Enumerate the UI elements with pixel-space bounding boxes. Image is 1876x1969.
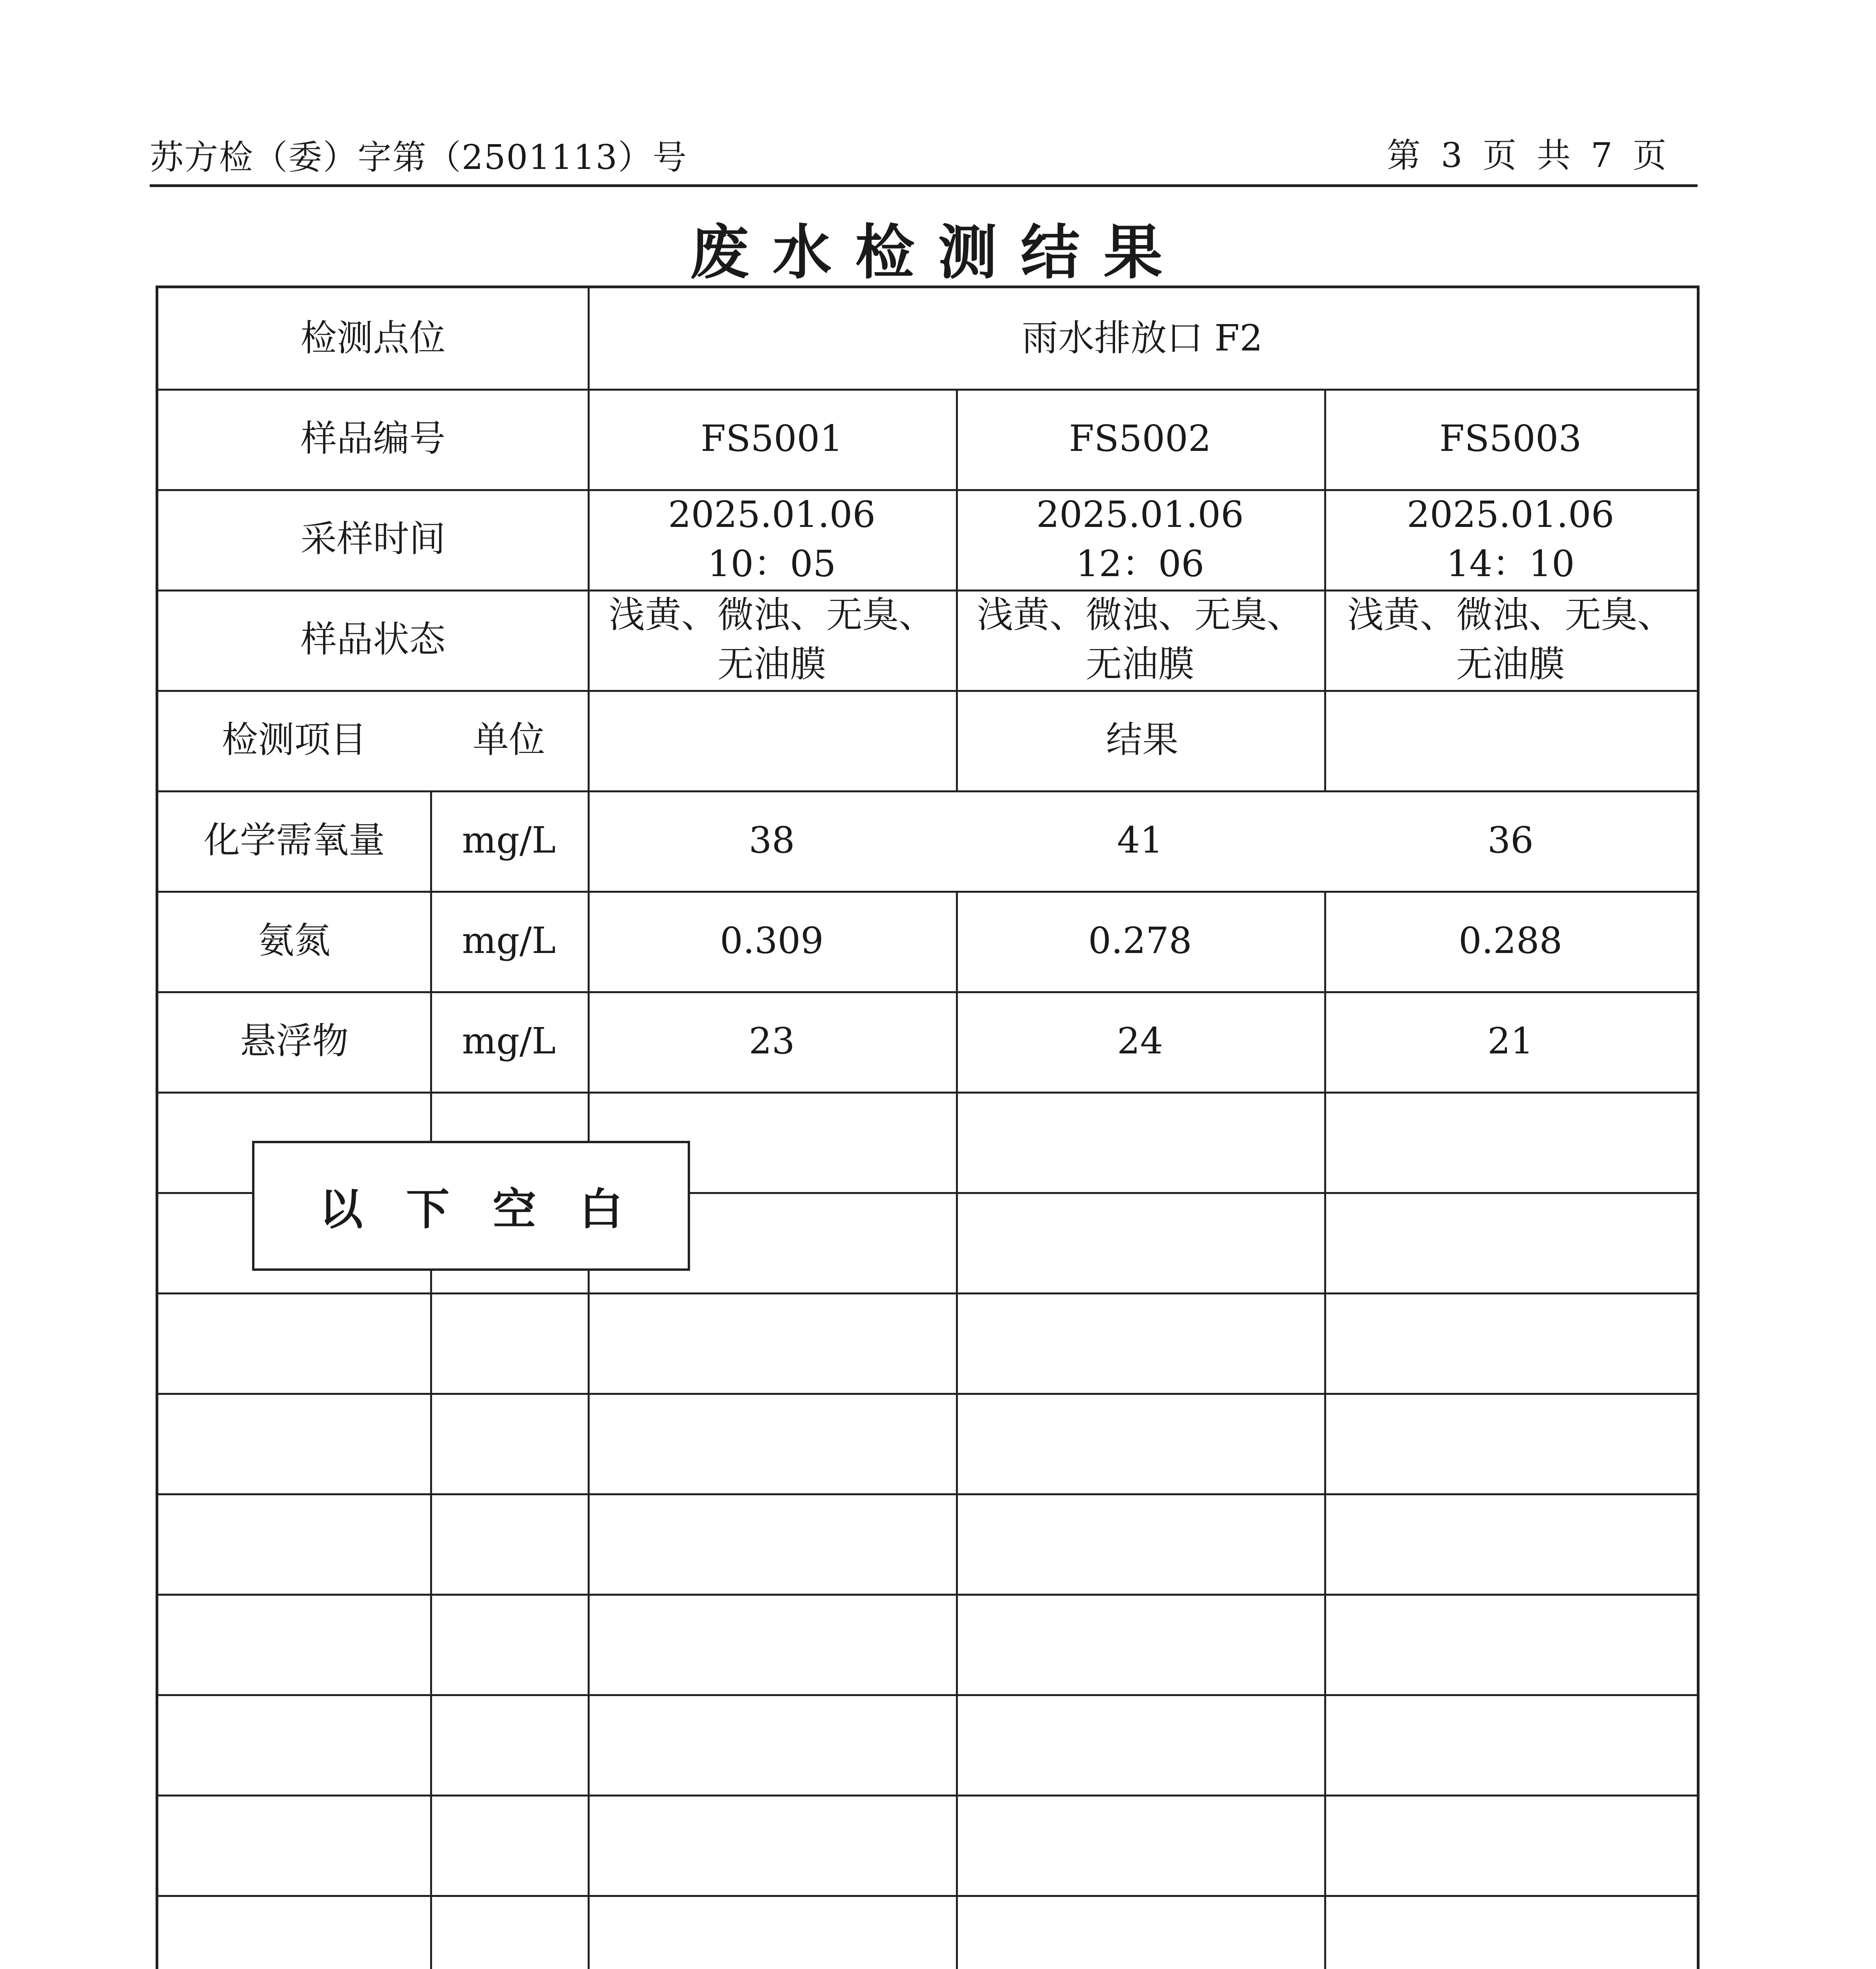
sample-time (1324, 489, 1697, 590)
header-rule (150, 184, 1698, 187)
result-value: 38 (748, 819, 795, 862)
page-indicator: 第 3 页 共 7 页 (1386, 136, 1671, 175)
item-name: 氨氮 (258, 920, 330, 962)
site-label: 检测点位 (300, 317, 445, 360)
sample-state-label: 样品状态 (300, 618, 445, 661)
sample-id: FS5003 (1439, 417, 1582, 460)
row-divider (158, 1393, 1697, 1395)
result-header: 结果 (1106, 719, 1178, 761)
row-divider (158, 1694, 1697, 1696)
sample-date: 2025.01.06 (1036, 493, 1244, 536)
item-name: 化学需氧量 (203, 819, 385, 862)
row-divider (158, 1795, 1697, 1797)
item-unit: mg/L (462, 920, 556, 962)
sample-clock: 14：10 (1446, 542, 1575, 585)
sample-time-label: 采样时间 (300, 518, 445, 560)
item-header: 检测项目 (221, 719, 367, 761)
sample-state-line: 无油膜 (717, 643, 826, 685)
site-value: 雨水排放口 F2 (1022, 317, 1263, 360)
result-value: 0.288 (1458, 920, 1562, 962)
sample-number-label: 样品编号 (300, 417, 445, 460)
blank-below-stamp: 以下空白 (252, 1141, 690, 1271)
sample-state-line: 浅黄、微浊、无臭、 (609, 594, 935, 636)
sample-id: FS5001 (701, 417, 843, 460)
sample-state-line: 浅黄、微浊、无臭、 (1347, 594, 1674, 636)
result-value: 0.278 (1088, 920, 1192, 962)
sample-state-line: 浅黄、微浊、无臭、 (977, 594, 1303, 636)
sample-clock: 12：06 (1076, 542, 1204, 585)
sample-time (588, 489, 956, 590)
sample-clock: 10：05 (707, 542, 836, 585)
item-unit: mg/L (462, 1020, 556, 1062)
result-value: 21 (1487, 1020, 1534, 1062)
results-table (156, 286, 1700, 1969)
row-divider (158, 1092, 1697, 1094)
result-value: 0.309 (720, 920, 824, 962)
sample-state-line: 无油膜 (1086, 643, 1195, 685)
sample-state (1324, 590, 1697, 690)
sample-date: 2025.01.06 (668, 493, 876, 536)
page-title: 废水检测结果 (690, 218, 1186, 287)
sample-state-line: 无油膜 (1456, 643, 1565, 685)
sample-time (956, 489, 1324, 590)
row-divider (158, 1493, 1697, 1495)
item-name: 悬浮物 (239, 1020, 349, 1062)
result-value: 23 (748, 1020, 795, 1062)
result-value: 36 (1487, 819, 1534, 862)
result-value: 24 (1117, 1020, 1163, 1062)
row-divider (158, 1292, 1697, 1294)
sample-id: FS5002 (1069, 417, 1211, 460)
row-divider (158, 1895, 1697, 1897)
sample-date: 2025.01.06 (1407, 493, 1614, 536)
item-unit: mg/L (462, 819, 556, 862)
row-divider (158, 1594, 1697, 1596)
sample-state (588, 590, 956, 690)
sample-state (956, 590, 1324, 690)
report-number: 苏方检（委）字第（2501113）号 (150, 138, 688, 177)
unit-header: 单位 (472, 719, 545, 761)
result-value: 41 (1117, 819, 1163, 862)
